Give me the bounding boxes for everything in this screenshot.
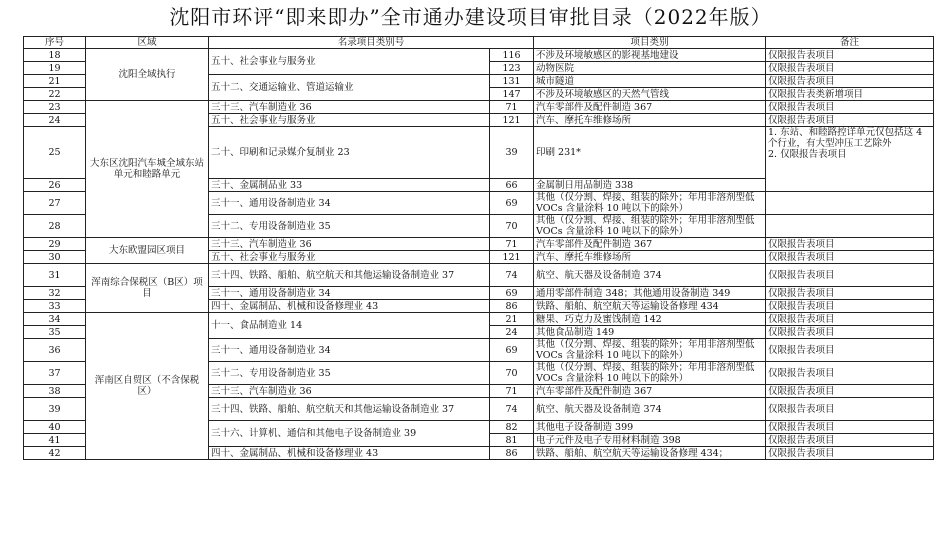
- cell-type: 汽车零部件及配件制造 367: [534, 385, 766, 398]
- cell-seq: 41: [24, 434, 86, 447]
- cell-type: 其他（仅分割、焊接、组装的除外；年用非溶剂型低 VOCs 含量涂料 10 吨以下的除外）: [534, 362, 766, 385]
- cell-number: 116: [490, 49, 534, 62]
- cell-region: 浑南区自贸区（不含保税区）: [86, 313, 209, 460]
- cell-number: 74: [490, 398, 534, 421]
- cell-remark: 仅限报告表项目: [766, 238, 934, 251]
- table-row: [24, 101, 934, 114]
- cell-number: 82: [490, 421, 534, 434]
- cell-type: 金属制日用品制造 338: [534, 179, 766, 192]
- cell-remark: 仅限报告表项目: [766, 362, 934, 385]
- cell-type: 糖果、巧克力及蜜饯制造 142: [534, 313, 766, 326]
- cell-type: 其他（仅分割、焊接、组装的除外；年用非溶剂型低 VOCs 含量涂料 10 吨以下的除外）: [534, 192, 766, 215]
- cell-category: 二十、印刷和记录媒介复制业 23: [209, 127, 490, 179]
- cell-remark: 仅限报告表项目: [766, 326, 934, 339]
- cell-type: 动物医院: [534, 62, 766, 75]
- cell-category: 三十二、专用设备制造业 35: [209, 215, 490, 238]
- cell-number: 70: [490, 215, 534, 238]
- cell-type: 航空、航天器及设备制造 374: [534, 398, 766, 421]
- cell-seq: 34: [24, 313, 86, 326]
- cell-number: 69: [490, 287, 534, 300]
- cell-category: 三十一、通用设备制造业 34: [209, 192, 490, 215]
- cell-seq: 21: [24, 75, 86, 88]
- cell-remark: 仅限报告表项目: [766, 434, 934, 447]
- table-row: [24, 49, 934, 62]
- cell-type: 汽车、摩托车维修场所: [534, 114, 766, 127]
- cell-seq: 33: [24, 300, 86, 313]
- table-row: [24, 264, 934, 287]
- cell-type: 印刷 231*: [534, 127, 766, 179]
- cell-number: 121: [490, 251, 534, 264]
- cell-remark: 仅限报告表项目: [766, 300, 934, 313]
- cell-remark: 仅限报告表项目: [766, 264, 934, 287]
- cell-number: 70: [490, 362, 534, 385]
- cell-category: 三十四、铁路、船舶、航空航天和其他运输设备制造业 37: [209, 264, 490, 287]
- cell-type: 电子元件及电子专用材料制造 398: [534, 434, 766, 447]
- cell-number: 147: [490, 88, 534, 101]
- cell-remark: [766, 215, 934, 238]
- cell-region: 大东区沈阳汽车城全域东站单元和睦路单元: [86, 101, 209, 238]
- cell-remark: 仅限报告表类新增项目: [766, 88, 934, 101]
- cell-category: 三十六、计算机、通信和其他电子设备制造业 39: [209, 421, 490, 447]
- cell-category: 三十三、汽车制造业 36: [209, 238, 490, 251]
- cell-seq: 28: [24, 215, 86, 238]
- header-type: 项目类别: [534, 37, 766, 49]
- cell-category: 三十一、通用设备制造业 34: [209, 339, 490, 362]
- table-row: [24, 313, 934, 326]
- cell-seq: 40: [24, 421, 86, 434]
- cell-seq: 23: [24, 101, 86, 114]
- cell-category: 三十三、汽车制造业 36: [209, 101, 490, 114]
- cell-type: 其他（仅分割、焊接、组装的除外；年用非溶剂型低 VOCs 含量涂料 10 吨以下的除外）: [534, 215, 766, 238]
- cell-number: 71: [490, 385, 534, 398]
- cell-remark: 仅限报告表项目: [766, 251, 934, 264]
- cell-number: 69: [490, 192, 534, 215]
- cell-number: 66: [490, 179, 534, 192]
- cell-type: 汽车零部件及配件制造 367: [534, 101, 766, 114]
- header-category: 名录项目类别号: [209, 37, 534, 49]
- cell-number: 131: [490, 75, 534, 88]
- cell-number: 71: [490, 238, 534, 251]
- cell-type: 汽车零部件及配件制造 367: [534, 238, 766, 251]
- cell-category: 三十、金属制品业 33: [209, 179, 490, 192]
- cell-category: 五十、社会事业与服务业: [209, 251, 490, 264]
- cell-seq: 35: [24, 326, 86, 339]
- header-region: 区域: [86, 37, 209, 49]
- cell-category: 三十三、汽车制造业 36: [209, 385, 490, 398]
- cell-type: 通用零部件制造 348；其他通用设备制造 349: [534, 287, 766, 300]
- cell-seq: 38: [24, 385, 86, 398]
- cell-remark: 仅限报告表项目: [766, 313, 934, 326]
- page-title: 沈阳市环评“即来即办”全市通办建设项目审批目录（2022年版）: [169, 5, 772, 29]
- cell-category: 四十、金属制品、机械和设备修理业 43: [209, 447, 490, 460]
- cell-type: 其他电子设备制造 399: [534, 421, 766, 434]
- cell-remark: 仅限报告表项目: [766, 398, 934, 421]
- cell-seq: 25: [24, 127, 86, 179]
- cell-type: 其他食品制造 149: [534, 326, 766, 339]
- cell-number: 71: [490, 101, 534, 114]
- cell-number: 121: [490, 114, 534, 127]
- cell-seq: 19: [24, 62, 86, 75]
- cell-number: 81: [490, 434, 534, 447]
- cell-region: 大东欧盟园区项目: [86, 238, 209, 264]
- cell-type: 不涉及环境敏感区的天然气管线: [534, 88, 766, 101]
- cell-remark: 仅限报告表项目: [766, 49, 934, 62]
- cell-region: 浑南综合保税区（B区）项目: [86, 264, 209, 313]
- cell-number: 86: [490, 447, 534, 460]
- cell-remark: 仅限报告表项目: [766, 62, 934, 75]
- cell-category: 三十一、通用设备制造业 34: [209, 287, 490, 300]
- cell-number: 21: [490, 313, 534, 326]
- cell-category: 三十二、专用设备制造业 35: [209, 362, 490, 385]
- header-seq: 序号: [24, 37, 86, 49]
- cell-remark: 1. 东站、和睦路控详单元仅包括这 4 个行业，有大型冲压工艺除外 2. 仅限报告表项目: [766, 127, 934, 192]
- cell-number: 86: [490, 300, 534, 313]
- cell-seq: 32: [24, 287, 86, 300]
- approval-table: [23, 36, 934, 460]
- cell-category: 四十、金属制品、机械和设备修理业 43: [209, 300, 490, 313]
- cell-seq: 36: [24, 339, 86, 362]
- cell-category: 五十二、交通运输业、管道运输业: [209, 75, 490, 101]
- cell-remark: 仅限报告表项目: [766, 114, 934, 127]
- cell-seq: 24: [24, 114, 86, 127]
- cell-type: 汽车、摩托车维修场所: [534, 251, 766, 264]
- cell-category: 三十四、铁路、船舶、航空航天和其他运输设备制造业 37: [209, 398, 490, 421]
- cell-category: 五十、社会事业与服务业: [209, 49, 490, 75]
- table-header-row: [24, 37, 934, 49]
- cell-number: 123: [490, 62, 534, 75]
- cell-type: 航空、航天器及设备制造 374: [534, 264, 766, 287]
- cell-remark: 仅限报告表项目: [766, 447, 934, 460]
- cell-region: 沈阳全域执行: [86, 49, 209, 101]
- cell-number: 69: [490, 339, 534, 362]
- cell-seq: 31: [24, 264, 86, 287]
- cell-category: 十一、食品制造业 14: [209, 313, 490, 339]
- cell-type: 铁路、船舶、航空航天等运输设备修理 434；: [534, 447, 766, 460]
- cell-remark: [766, 192, 934, 215]
- cell-number: 74: [490, 264, 534, 287]
- cell-seq: 27: [24, 192, 86, 215]
- cell-seq: 29: [24, 238, 86, 251]
- cell-remark: 仅限报告表项目: [766, 101, 934, 114]
- cell-seq: 30: [24, 251, 86, 264]
- cell-type: 城市隧道: [534, 75, 766, 88]
- cell-seq: 39: [24, 398, 86, 421]
- cell-seq: 42: [24, 447, 86, 460]
- cell-number: 39: [490, 127, 534, 179]
- cell-category: 五十、社会事业与服务业: [209, 114, 490, 127]
- cell-seq: 22: [24, 88, 86, 101]
- cell-seq: 26: [24, 179, 86, 192]
- cell-remark: 仅限报告表项目: [766, 421, 934, 434]
- cell-remark: 仅限报告表项目: [766, 287, 934, 300]
- cell-remark: 仅限报告表项目: [766, 339, 934, 362]
- cell-seq: 37: [24, 362, 86, 385]
- cell-remark: 仅限报告表项目: [766, 75, 934, 88]
- cell-type: 不涉及环境敏感区的影视基地建设: [534, 49, 766, 62]
- cell-type: 铁路、船舶、航空航天等运输设备修理 434: [534, 300, 766, 313]
- header-remarks: 备注: [766, 37, 934, 49]
- cell-remark: 仅限报告表项目: [766, 385, 934, 398]
- table-row: [24, 238, 934, 251]
- cell-seq: 18: [24, 49, 86, 62]
- cell-number: 24: [490, 326, 534, 339]
- cell-type: 其他（仅分割、焊接、组装的除外；年用非溶剂型低 VOCs 含量涂料 10 吨以下的除外）: [534, 339, 766, 362]
